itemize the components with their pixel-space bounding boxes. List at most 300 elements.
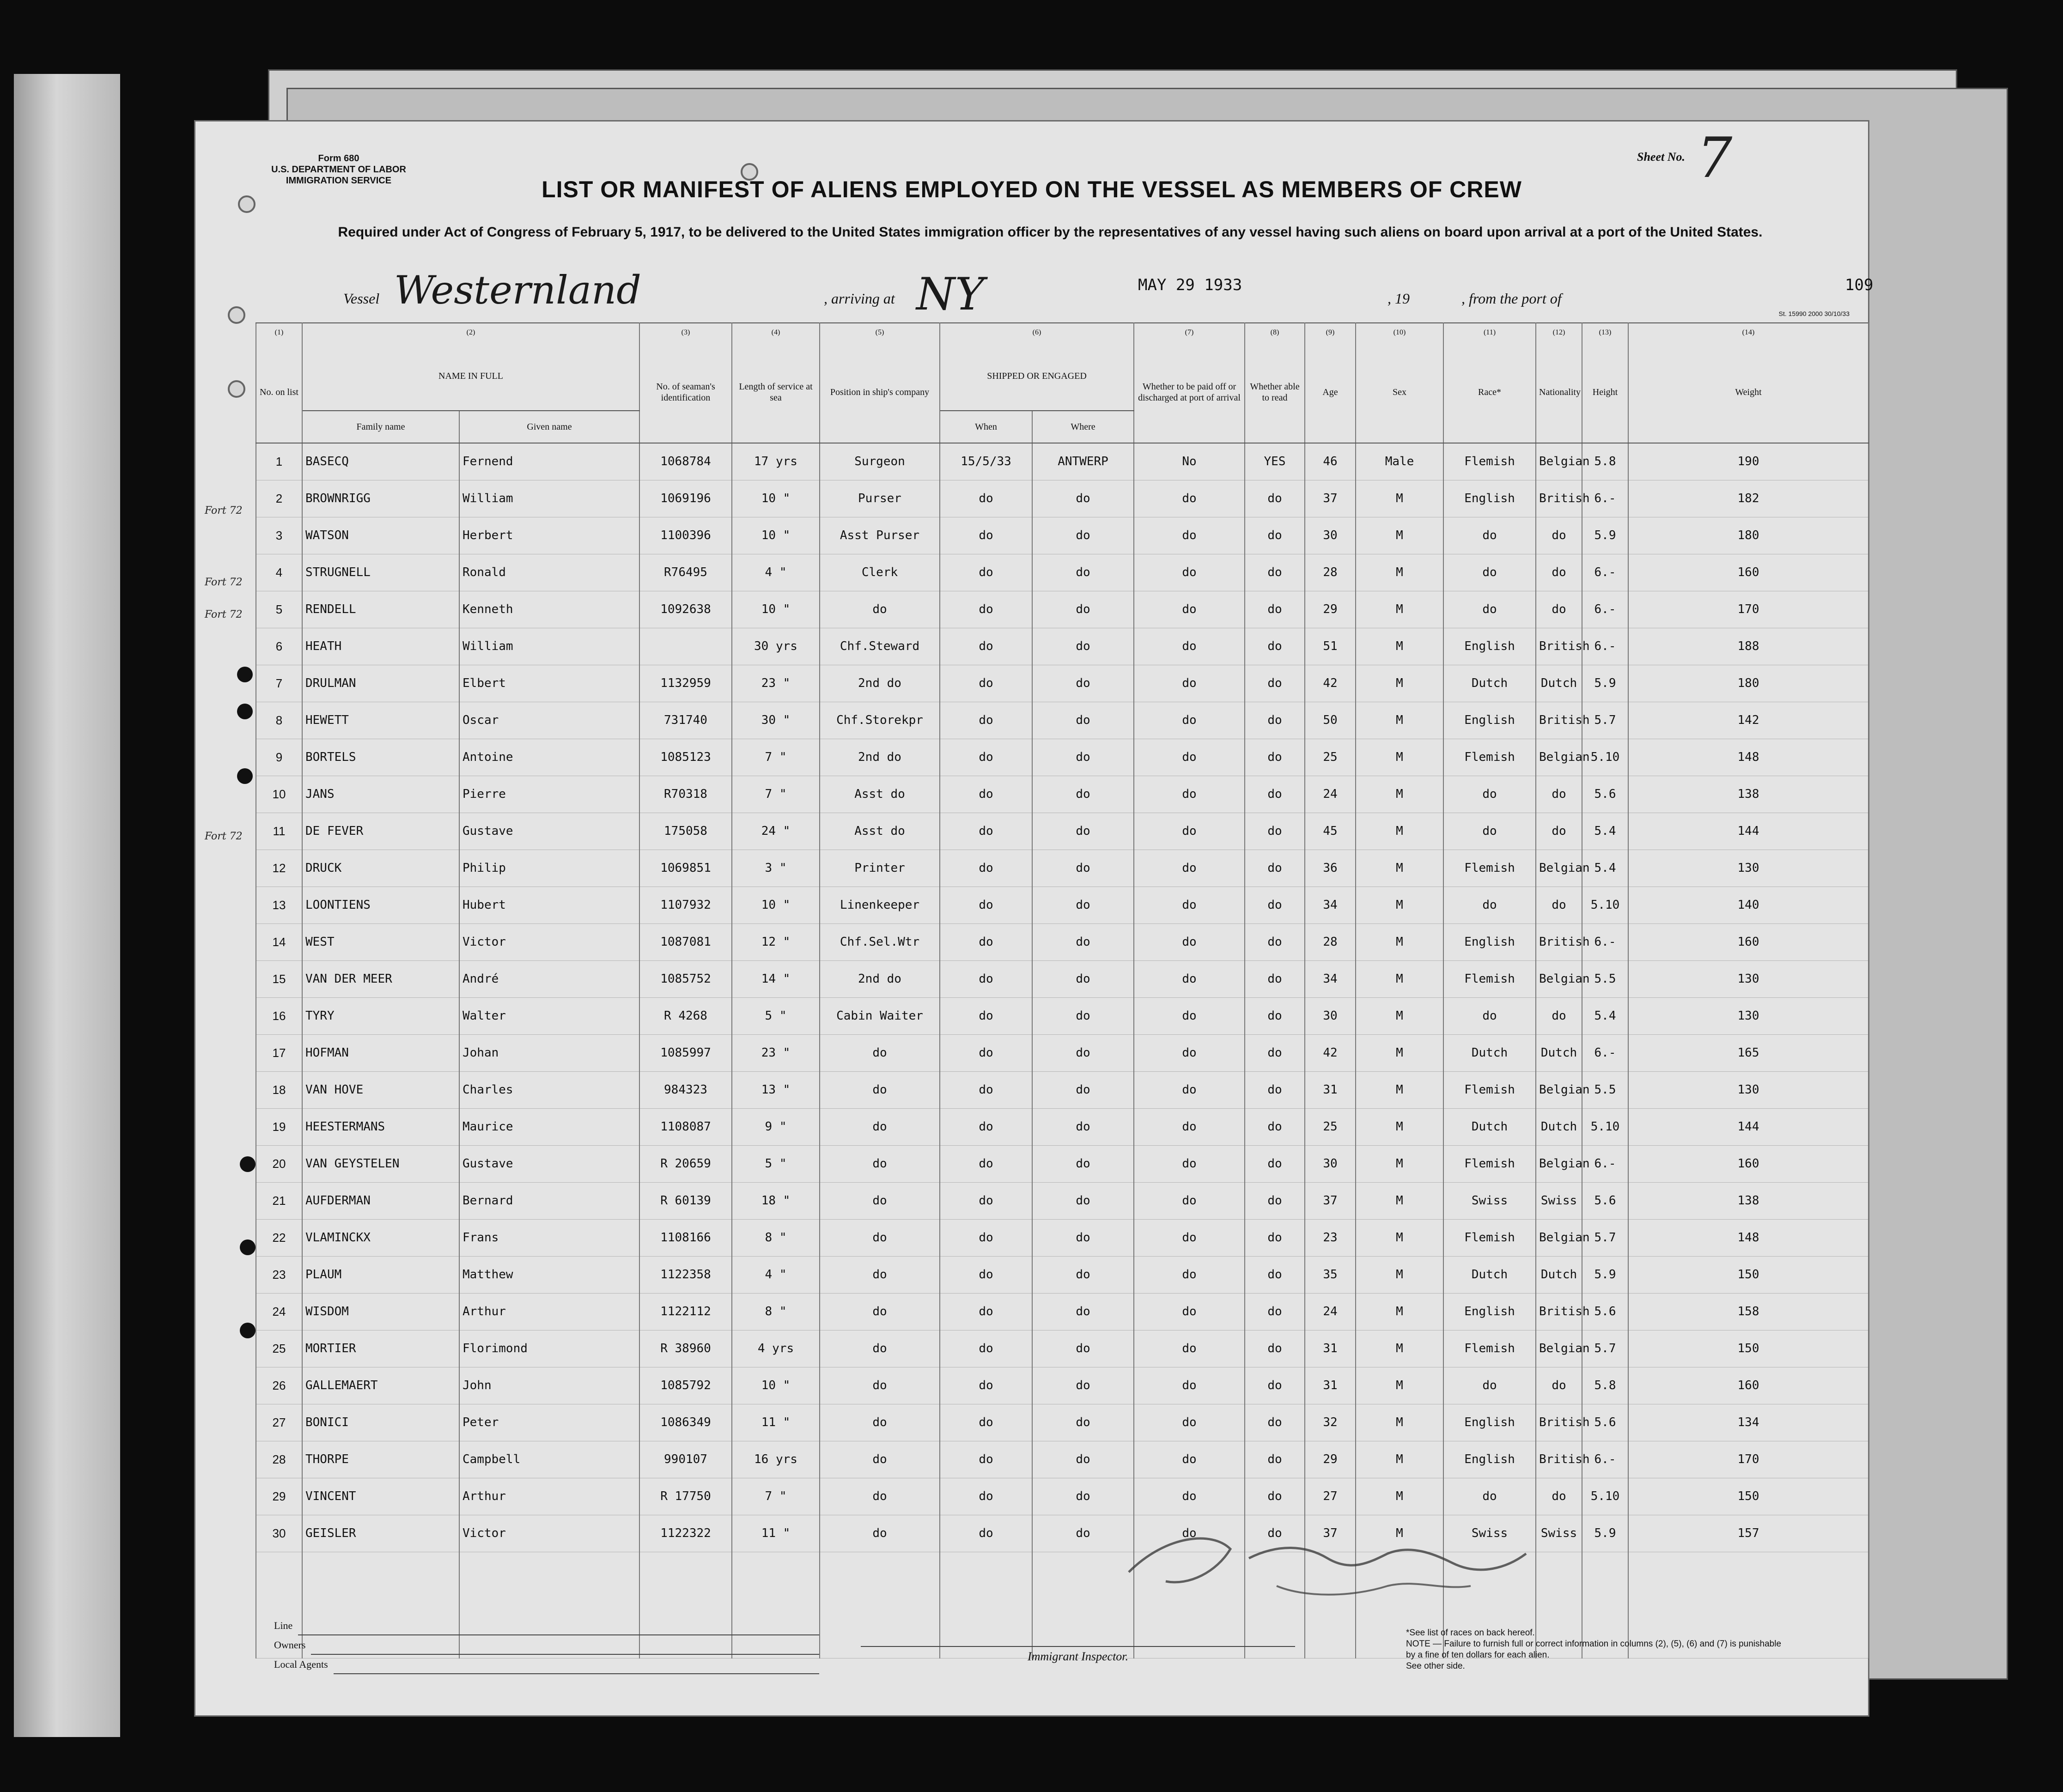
cell-age: 35 bbox=[1305, 1256, 1356, 1293]
arrival-port: NY bbox=[916, 268, 985, 320]
table-row bbox=[256, 1367, 1868, 1404]
cell-given: Florimond bbox=[459, 1330, 639, 1367]
penalty-note: NOTE — Failure to furnish full or correct information in columns (2), (5), (6) and (7) is punishable by a fine of ten dollars for each alien. bbox=[1406, 1639, 1782, 1660]
cell-weight: 188 bbox=[1628, 628, 1868, 665]
cell-when: do bbox=[940, 665, 1032, 702]
cell-nat: Swiss bbox=[1536, 1182, 1582, 1219]
cell-height: 5.5 bbox=[1582, 1071, 1628, 1108]
cell-no: 14 bbox=[256, 923, 302, 960]
cell-position: do bbox=[820, 1182, 940, 1219]
cell-no: 23 bbox=[256, 1256, 302, 1293]
cell-where: do bbox=[1032, 1145, 1134, 1182]
page-number: 109 bbox=[1845, 276, 1874, 294]
cell-id: R 60139 bbox=[639, 1182, 732, 1219]
cell-family: GALLEMAERT bbox=[302, 1367, 459, 1404]
cell-id: 1068784 bbox=[639, 443, 732, 480]
cell-read: do bbox=[1245, 702, 1305, 739]
cell-position: do bbox=[820, 1145, 940, 1182]
cell-nat: British bbox=[1536, 702, 1582, 739]
cell-when: do bbox=[940, 1108, 1032, 1145]
cell-when: do bbox=[940, 1293, 1032, 1330]
cell-age: 42 bbox=[1305, 1034, 1356, 1071]
cell-height: 5.10 bbox=[1582, 1478, 1628, 1515]
col-sex: Sex bbox=[1356, 341, 1443, 443]
cell-service: 10 " bbox=[732, 591, 820, 628]
cell-family: HEWETT bbox=[302, 702, 459, 739]
see-other-side: See other side. bbox=[1406, 1661, 1465, 1671]
cell-given: John bbox=[459, 1367, 639, 1404]
cell-sex: M bbox=[1356, 702, 1443, 739]
cell-age: 23 bbox=[1305, 1219, 1356, 1256]
col-where: Where bbox=[1032, 411, 1134, 443]
cell-family: VAN HOVE bbox=[302, 1071, 459, 1108]
cell-id: 1069851 bbox=[639, 850, 732, 887]
table-row bbox=[256, 628, 1868, 665]
cell-where: do bbox=[1032, 1219, 1134, 1256]
cell-nat: British bbox=[1536, 628, 1582, 665]
col-name-in-full: NAME IN FULL bbox=[302, 341, 639, 411]
cell-nat: do bbox=[1536, 517, 1582, 554]
cell-where: do bbox=[1032, 665, 1134, 702]
footer-fields bbox=[274, 1616, 819, 1674]
cell-where: do bbox=[1032, 591, 1134, 628]
cell-age: 31 bbox=[1305, 1367, 1356, 1404]
cell-where: do bbox=[1032, 1515, 1134, 1552]
cell-where: do bbox=[1032, 1108, 1134, 1145]
cell-height: 5.4 bbox=[1582, 813, 1628, 850]
cell-no: 20 bbox=[256, 1145, 302, 1182]
cell-family: GEISLER bbox=[302, 1515, 459, 1552]
cell-weight: 158 bbox=[1628, 1293, 1868, 1330]
cell-no: 7 bbox=[256, 665, 302, 702]
form-code: St. 15990 2000 30/10/33 bbox=[1778, 310, 1850, 317]
cell-no: 2 bbox=[256, 480, 302, 517]
table-row bbox=[256, 591, 1868, 628]
cell-family: JANS bbox=[302, 776, 459, 813]
cell-sex: M bbox=[1356, 1219, 1443, 1256]
cell-weight: 144 bbox=[1628, 1108, 1868, 1145]
table-row bbox=[256, 997, 1868, 1034]
cell-position: do bbox=[820, 1404, 940, 1441]
table-row bbox=[256, 1145, 1868, 1182]
cell-weight: 157 bbox=[1628, 1515, 1868, 1552]
table-row bbox=[256, 665, 1868, 702]
cell-sex: M bbox=[1356, 997, 1443, 1034]
cell-id: 1085752 bbox=[639, 960, 732, 997]
cell-nat: Belgian bbox=[1536, 1071, 1582, 1108]
cell-no: 15 bbox=[256, 960, 302, 997]
cell-paid: do bbox=[1134, 850, 1245, 887]
table-row bbox=[256, 887, 1868, 923]
cell-read: do bbox=[1245, 1515, 1305, 1552]
cell-family: HEATH bbox=[302, 628, 459, 665]
cell-where: do bbox=[1032, 1330, 1134, 1367]
cell-service: 8 " bbox=[732, 1293, 820, 1330]
table-row bbox=[256, 923, 1868, 960]
cell-height: 5.9 bbox=[1582, 665, 1628, 702]
cell-when: do bbox=[940, 628, 1032, 665]
cell-position: Chf.Steward bbox=[820, 628, 940, 665]
cell-age: 37 bbox=[1305, 480, 1356, 517]
cell-when: do bbox=[940, 480, 1032, 517]
cell-age: 30 bbox=[1305, 1145, 1356, 1182]
background-paper-strip bbox=[14, 74, 120, 1737]
from-port-label: , from the port of bbox=[1461, 290, 1562, 307]
cell-service: 24 " bbox=[732, 813, 820, 850]
cell-nat: Belgian bbox=[1536, 1219, 1582, 1256]
cell-no: 19 bbox=[256, 1108, 302, 1145]
year-label: , 19 bbox=[1388, 290, 1410, 307]
cell-paid: do bbox=[1134, 739, 1245, 776]
crew-manifest-table bbox=[256, 322, 1869, 1658]
cell-height: 5.4 bbox=[1582, 850, 1628, 887]
cell-given: Hubert bbox=[459, 887, 639, 923]
sheet-no-value: 7 bbox=[1697, 126, 1733, 190]
cell-position: do bbox=[820, 1034, 940, 1071]
cell-where: do bbox=[1032, 1478, 1134, 1515]
cell-nat: Belgian bbox=[1536, 1145, 1582, 1182]
agents-label: Local Agents bbox=[274, 1658, 328, 1670]
cell-race: Flemish bbox=[1443, 1219, 1536, 1256]
cell-id: 1085792 bbox=[639, 1367, 732, 1404]
cell-paid: do bbox=[1134, 1367, 1245, 1404]
cell-sex: M bbox=[1356, 1441, 1443, 1478]
margin-note: Fort 72 bbox=[205, 577, 243, 588]
page-title: LIST OR MANIFEST OF ALIENS EMPLOYED ON THE VESSEL AS MEMBERS OF CREW bbox=[542, 176, 1522, 202]
cell-race: Dutch bbox=[1443, 665, 1536, 702]
cell-paid: do bbox=[1134, 887, 1245, 923]
cell-id: 990107 bbox=[639, 1441, 732, 1478]
cell-height: 5.7 bbox=[1582, 1219, 1628, 1256]
cell-sex: M bbox=[1356, 517, 1443, 554]
cell-when: do bbox=[940, 1367, 1032, 1404]
cell-position: Purser bbox=[820, 480, 940, 517]
cell-family: BASECQ bbox=[302, 443, 459, 480]
cell-height: 6.- bbox=[1582, 1145, 1628, 1182]
cell-given: Walter bbox=[459, 997, 639, 1034]
cell-given: Arthur bbox=[459, 1293, 639, 1330]
punch-hole-icon bbox=[240, 1323, 256, 1338]
cell-when: do bbox=[940, 887, 1032, 923]
cell-id: 1085123 bbox=[639, 739, 732, 776]
line-field[interactable] bbox=[298, 1622, 819, 1635]
cell-race: Flemish bbox=[1443, 1330, 1536, 1367]
manifest-sheet bbox=[194, 120, 1874, 1717]
table-row bbox=[256, 1108, 1868, 1145]
cell-when: do bbox=[940, 1219, 1032, 1256]
cell-where: ANTWERP bbox=[1032, 443, 1134, 480]
cell-family: HOFMAN bbox=[302, 1034, 459, 1071]
cell-age: 31 bbox=[1305, 1330, 1356, 1367]
cell-nat: Dutch bbox=[1536, 1108, 1582, 1145]
cell-nat: British bbox=[1536, 480, 1582, 517]
cell-id: 1107932 bbox=[639, 887, 732, 923]
cell-paid: do bbox=[1134, 960, 1245, 997]
cell-no: 1 bbox=[256, 443, 302, 480]
cell-service: 23 " bbox=[732, 1034, 820, 1071]
cell-id: R 4268 bbox=[639, 997, 732, 1034]
cell-no: 28 bbox=[256, 1441, 302, 1478]
table-row bbox=[256, 1182, 1868, 1219]
cell-service: 8 " bbox=[732, 1219, 820, 1256]
cell-height: 5.7 bbox=[1582, 1330, 1628, 1367]
cell-race: do bbox=[1443, 997, 1536, 1034]
cell-given: William bbox=[459, 480, 639, 517]
cell-id: 1100396 bbox=[639, 517, 732, 554]
cell-position: do bbox=[820, 591, 940, 628]
cell-where: do bbox=[1032, 480, 1134, 517]
cell-no: 24 bbox=[256, 1293, 302, 1330]
cell-weight: 150 bbox=[1628, 1478, 1868, 1515]
cell-weight: 160 bbox=[1628, 554, 1868, 591]
cell-race: Dutch bbox=[1443, 1034, 1536, 1071]
vessel-label: Vessel bbox=[343, 290, 380, 307]
cell-weight: 160 bbox=[1628, 1145, 1868, 1182]
page-subtitle: Required under Act of Congress of February 5, 1917, to be delivered to the United States immigration officer by the representatives of any vessel having such aliens on board upon arrival at a port of the United States. bbox=[338, 225, 1763, 240]
cell-given: Elbert bbox=[459, 665, 639, 702]
cell-read: do bbox=[1245, 813, 1305, 850]
col-weight: Weight bbox=[1628, 341, 1868, 443]
cell-given: Victor bbox=[459, 923, 639, 960]
cell-sex: M bbox=[1356, 1330, 1443, 1367]
cell-weight: 150 bbox=[1628, 1330, 1868, 1367]
table-row bbox=[256, 739, 1868, 776]
cell-paid: do bbox=[1134, 1182, 1245, 1219]
cell-position: do bbox=[820, 1367, 940, 1404]
cell-height: 5.6 bbox=[1582, 1293, 1628, 1330]
cell-family: AUFDERMAN bbox=[302, 1182, 459, 1219]
cell-paid: do bbox=[1134, 776, 1245, 813]
cell-family: HEESTERMANS bbox=[302, 1108, 459, 1145]
col-race: Race* bbox=[1443, 341, 1536, 443]
punch-ring-icon bbox=[228, 306, 245, 324]
cell-height: 5.9 bbox=[1582, 1515, 1628, 1552]
cell-service: 4 " bbox=[732, 554, 820, 591]
punch-hole-icon bbox=[237, 768, 253, 784]
col-height: Height bbox=[1582, 341, 1628, 443]
owners-field[interactable] bbox=[311, 1642, 819, 1655]
cell-weight: 130 bbox=[1628, 850, 1868, 887]
column-header-row bbox=[256, 341, 1868, 411]
cell-paid: do bbox=[1134, 997, 1245, 1034]
cell-family: BORTELS bbox=[302, 739, 459, 776]
cell-read: do bbox=[1245, 776, 1305, 813]
cell-service: 7 " bbox=[732, 1478, 820, 1515]
cell-paid: do bbox=[1134, 1441, 1245, 1478]
department-name: U.S. DEPARTMENT OF LABOR bbox=[271, 164, 406, 175]
margin-note: Fort 72 bbox=[205, 609, 243, 620]
cell-given: Kenneth bbox=[459, 591, 639, 628]
cell-family: THORPE bbox=[302, 1441, 459, 1478]
cell-read: do bbox=[1245, 1108, 1305, 1145]
table-row bbox=[256, 443, 1868, 480]
crew-rows bbox=[256, 443, 1868, 1658]
cell-height: 5.6 bbox=[1582, 776, 1628, 813]
table-row bbox=[256, 702, 1868, 739]
cell-paid: do bbox=[1134, 702, 1245, 739]
cell-age: 32 bbox=[1305, 1404, 1356, 1441]
cell-service: 30 yrs bbox=[732, 628, 820, 665]
cell-where: do bbox=[1032, 1441, 1134, 1478]
table-row bbox=[256, 1256, 1868, 1293]
cell-sex: M bbox=[1356, 1404, 1443, 1441]
cell-service: 12 " bbox=[732, 923, 820, 960]
cell-weight: 144 bbox=[1628, 813, 1868, 850]
cell-given: Fernend bbox=[459, 443, 639, 480]
cell-read: do bbox=[1245, 1256, 1305, 1293]
cell-service: 7 " bbox=[732, 776, 820, 813]
cell-when: do bbox=[940, 1145, 1032, 1182]
table-row bbox=[256, 554, 1868, 591]
cell-service: 7 " bbox=[732, 739, 820, 776]
cell-when: do bbox=[940, 850, 1032, 887]
cell-sex: M bbox=[1356, 1182, 1443, 1219]
cell-race: Swiss bbox=[1443, 1515, 1536, 1552]
cell-paid: do bbox=[1134, 1478, 1245, 1515]
cell-height: 5.9 bbox=[1582, 517, 1628, 554]
table-row bbox=[256, 776, 1868, 813]
cell-weight: 130 bbox=[1628, 1071, 1868, 1108]
cell-sex: Male bbox=[1356, 443, 1443, 480]
cell-service: 16 yrs bbox=[732, 1441, 820, 1478]
cell-id: R 20659 bbox=[639, 1145, 732, 1182]
cell-age: 34 bbox=[1305, 960, 1356, 997]
cell-given: Herbert bbox=[459, 517, 639, 554]
cell-read: YES bbox=[1245, 443, 1305, 480]
cell-where: do bbox=[1032, 1256, 1134, 1293]
cell-where: do bbox=[1032, 1367, 1134, 1404]
cell-sex: M bbox=[1356, 1071, 1443, 1108]
cell-given: Pierre bbox=[459, 776, 639, 813]
table-row bbox=[256, 480, 1868, 517]
cell-nat: do bbox=[1536, 1478, 1582, 1515]
cell-family: DRUCK bbox=[302, 850, 459, 887]
cell-service: 10 " bbox=[732, 887, 820, 923]
cell-id: 1132959 bbox=[639, 665, 732, 702]
cell-family: WEST bbox=[302, 923, 459, 960]
cell-when: do bbox=[940, 776, 1032, 813]
cell-given: Frans bbox=[459, 1219, 639, 1256]
col-nationality: Nationality bbox=[1536, 341, 1582, 443]
cell-weight: 150 bbox=[1628, 1256, 1868, 1293]
cell-race: Flemish bbox=[1443, 1071, 1536, 1108]
cell-nat: Belgian bbox=[1536, 739, 1582, 776]
cell-paid: do bbox=[1134, 1293, 1245, 1330]
cell-age: 51 bbox=[1305, 628, 1356, 665]
cell-family: STRUGNELL bbox=[302, 554, 459, 591]
cell-nat: British bbox=[1536, 1441, 1582, 1478]
table-row bbox=[256, 1293, 1868, 1330]
cell-read: do bbox=[1245, 1182, 1305, 1219]
cell-where: do bbox=[1032, 1071, 1134, 1108]
cell-given: Oscar bbox=[459, 702, 639, 739]
cell-service: 23 " bbox=[732, 665, 820, 702]
cell-position: do bbox=[820, 1515, 940, 1552]
table-row bbox=[256, 1330, 1868, 1367]
cell-age: 30 bbox=[1305, 517, 1356, 554]
cell-given: Johan bbox=[459, 1034, 639, 1071]
punch-hole-icon bbox=[237, 704, 253, 719]
cell-no: 13 bbox=[256, 887, 302, 923]
cell-race: do bbox=[1443, 1367, 1536, 1404]
cell-height: 6.- bbox=[1582, 480, 1628, 517]
cell-nat: do bbox=[1536, 997, 1582, 1034]
cell-nat: Belgian bbox=[1536, 960, 1582, 997]
cell-read: do bbox=[1245, 1478, 1305, 1515]
cell-age: 29 bbox=[1305, 591, 1356, 628]
cell-where: do bbox=[1032, 923, 1134, 960]
cell-position: do bbox=[820, 1478, 940, 1515]
cell-given: Peter bbox=[459, 1404, 639, 1441]
cell-service: 30 " bbox=[732, 702, 820, 739]
cell-family: DE FEVER bbox=[302, 813, 459, 850]
cell-race: Flemish bbox=[1443, 443, 1536, 480]
cell-age: 30 bbox=[1305, 997, 1356, 1034]
cell-where: do bbox=[1032, 1182, 1134, 1219]
cell-when: do bbox=[940, 1330, 1032, 1367]
owners-label: Owners bbox=[274, 1639, 306, 1651]
cell-id: R 17750 bbox=[639, 1478, 732, 1515]
cell-service: 10 " bbox=[732, 480, 820, 517]
cell-id: 1087081 bbox=[639, 923, 732, 960]
cell-position: Chf.Storekpr bbox=[820, 702, 940, 739]
cell-paid: do bbox=[1134, 1515, 1245, 1552]
punch-ring-icon bbox=[228, 380, 245, 398]
cell-when: do bbox=[940, 1034, 1032, 1071]
cell-service: 10 " bbox=[732, 1367, 820, 1404]
cell-family: VAN GEYSTELEN bbox=[302, 1145, 459, 1182]
cell-service: 18 " bbox=[732, 1182, 820, 1219]
table-row bbox=[256, 850, 1868, 887]
margin-note: Fort 72 bbox=[205, 831, 243, 842]
cell-id: 1086349 bbox=[639, 1404, 732, 1441]
cell-race: do bbox=[1443, 591, 1536, 628]
cell-read: do bbox=[1245, 517, 1305, 554]
cell-when: do bbox=[940, 923, 1032, 960]
cell-read: do bbox=[1245, 960, 1305, 997]
cell-nat: British bbox=[1536, 1293, 1582, 1330]
col-shipped-engaged: SHIPPED OR ENGAGED bbox=[940, 341, 1134, 411]
cell-weight: 138 bbox=[1628, 776, 1868, 813]
cell-service: 14 " bbox=[732, 960, 820, 997]
cell-given: William bbox=[459, 628, 639, 665]
cell-sex: M bbox=[1356, 1293, 1443, 1330]
cell-weight: 170 bbox=[1628, 1441, 1868, 1478]
cell-read: do bbox=[1245, 1293, 1305, 1330]
cell-position: 2nd do bbox=[820, 665, 940, 702]
cell-id: 1122358 bbox=[639, 1256, 732, 1293]
cell-age: 27 bbox=[1305, 1478, 1356, 1515]
agents-field[interactable] bbox=[334, 1661, 819, 1674]
cell-paid: do bbox=[1134, 628, 1245, 665]
cell-position: Printer bbox=[820, 850, 940, 887]
cell-height: 5.5 bbox=[1582, 960, 1628, 997]
cell-nat: British bbox=[1536, 1404, 1582, 1441]
cell-id: 1108166 bbox=[639, 1219, 732, 1256]
cell-given: Charles bbox=[459, 1071, 639, 1108]
cell-age: 25 bbox=[1305, 1108, 1356, 1145]
table-row bbox=[256, 1071, 1868, 1108]
cell-age: 37 bbox=[1305, 1515, 1356, 1552]
cell-age: 24 bbox=[1305, 1293, 1356, 1330]
cell-weight: 165 bbox=[1628, 1034, 1868, 1071]
cell-age: 25 bbox=[1305, 739, 1356, 776]
cell-height: 6.- bbox=[1582, 923, 1628, 960]
cell-position: do bbox=[820, 1293, 940, 1330]
col-position: Position in ship's company bbox=[820, 341, 940, 443]
cell-no: 22 bbox=[256, 1219, 302, 1256]
col-able-to-read: Whether able to read bbox=[1245, 341, 1305, 443]
